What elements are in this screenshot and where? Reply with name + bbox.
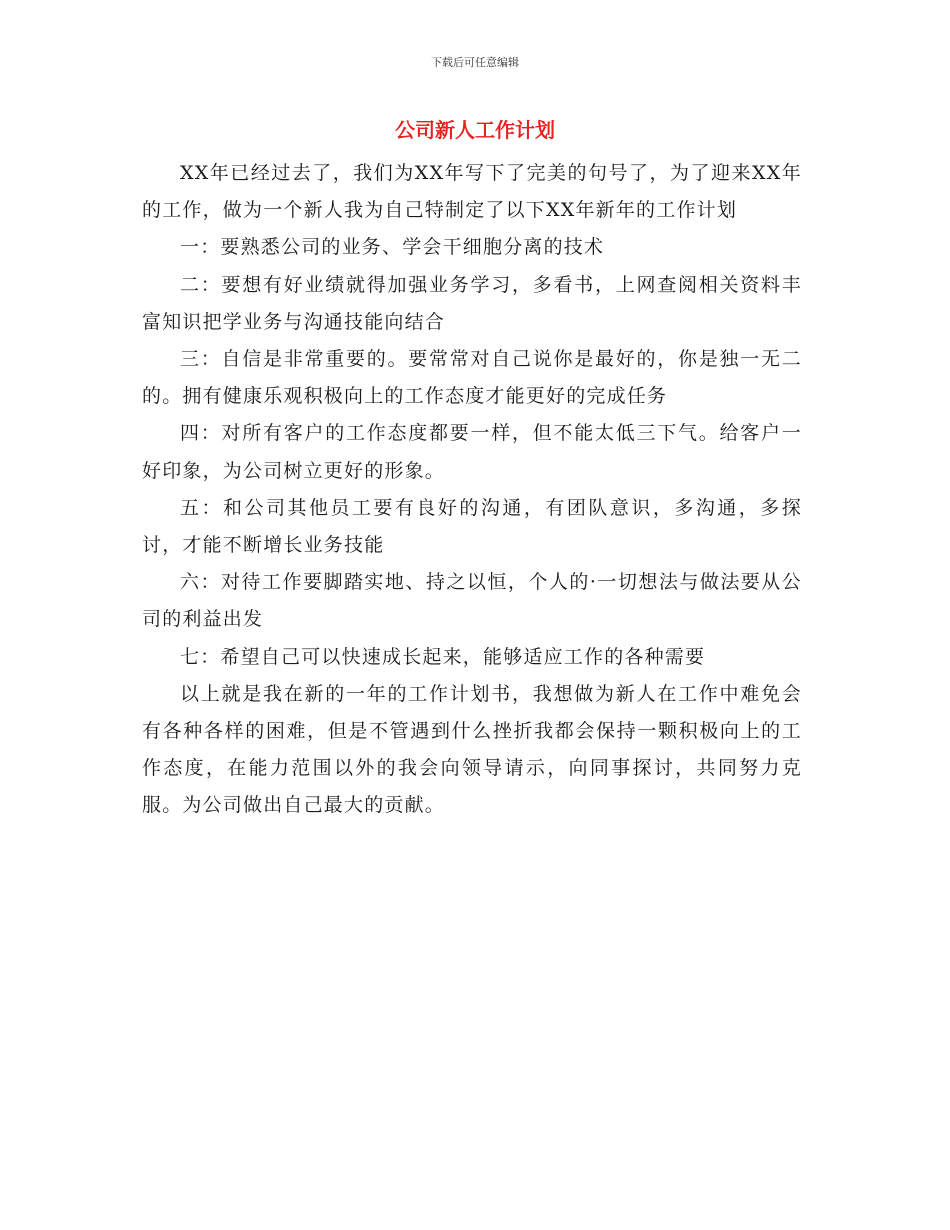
paragraph-item-4: 四：对所有客户的工作态度都要一样，但不能太低三下气。给客户一好印象，为公司树立更好的形象。 bbox=[142, 422, 802, 482]
document-body bbox=[142, 155, 802, 825]
paragraph-item-2: 二：要想有好业绩就得加强业务学习，多看书，上网查阅相关资料丰富知识把学业务与沟通技能向结合 bbox=[142, 273, 802, 333]
paragraph-item-6: 六：对待工作要脚踏实地、持之以恒，个人的·一切想法与做法要从公司的利益出发 bbox=[142, 571, 802, 631]
paragraph-item-1: 一：要熟悉公司的业务、学会干细胞分离的技术 bbox=[180, 236, 605, 259]
header-note: 下载后可任意编辑 bbox=[431, 56, 519, 69]
paragraph-item-5: 五：和公司其他员工要有良好的沟通，有团队意识，多沟通，多探讨，才能不断增长业务技能 bbox=[142, 496, 802, 557]
paragraph-item-3: 三：自信是非常重要的。要常常对自己说你是最好的，你是独一无二的。拥有健康乐观积极向上的工作态度才能更好的完成任务 bbox=[142, 348, 802, 408]
paragraph-intro: XX年已经过去了，我们为XX年写下了完美的句号了，为了迎来XX年的工作，做为一个新人我为自己特制定了以下XX年新年的工作计划 bbox=[142, 162, 802, 222]
document-title: 公司新人工作计划 bbox=[395, 118, 555, 142]
paragraph-item-7: 七：希望自己可以快速成长起来，能够适应工作的各种需要 bbox=[180, 645, 706, 668]
paragraph-conclusion: 以上就是我在新的一年的工作计划书，我想做为新人在工作中难免会有各种各样的困难，但是不管遇到什么挫折我都会保持一颗积极向上的工作态度，在能力范围以外的我会向领导请示，向同事探讨，共同努力克服。为公司做出自己最大的贡献。 bbox=[142, 682, 802, 817]
